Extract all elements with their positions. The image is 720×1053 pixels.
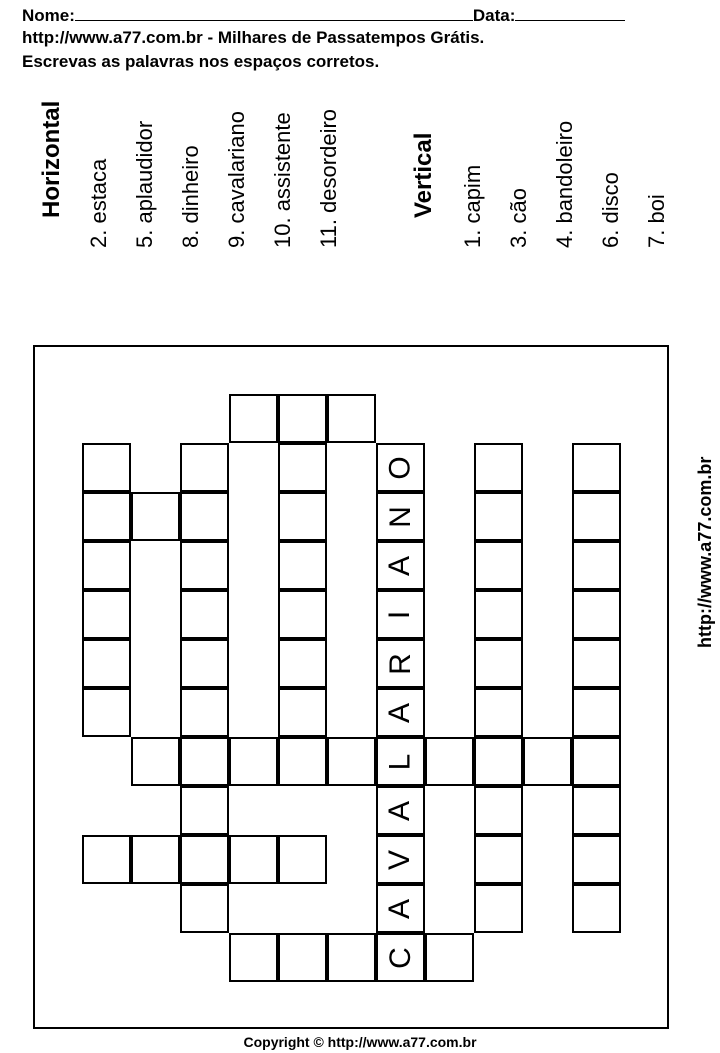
horizontal-clue: 8. dinheiro: [178, 145, 203, 248]
crossword-cell[interactable]: [474, 590, 523, 639]
crossword-cell[interactable]: [82, 541, 131, 590]
crossword-cell[interactable]: [376, 443, 425, 492]
crossword-cell[interactable]: [131, 737, 180, 786]
name-date-line: [22, 4, 625, 26]
crossword-cell[interactable]: [376, 933, 425, 982]
horizontal-clue: 10. assistente: [270, 112, 295, 248]
crossword-cell[interactable]: [572, 786, 621, 835]
crossword-cell[interactable]: [180, 590, 229, 639]
crossword-cell[interactable]: [474, 786, 523, 835]
crossword-cell[interactable]: [180, 737, 229, 786]
crossword-cell[interactable]: [376, 541, 425, 590]
date-label: Data:: [472, 6, 516, 25]
crossword-cell[interactable]: [572, 639, 621, 688]
crossword-cell[interactable]: [180, 492, 229, 541]
crossword-cell[interactable]: [180, 639, 229, 688]
crossword-cell[interactable]: [572, 737, 621, 786]
crossword-cell[interactable]: [572, 492, 621, 541]
crossword-cell[interactable]: [572, 835, 621, 884]
crossword-cell[interactable]: [229, 933, 278, 982]
crossword-cell[interactable]: [474, 737, 523, 786]
horizontal-clue: 2. estaca: [86, 158, 111, 248]
crossword-cell[interactable]: [278, 933, 327, 982]
crossword-cell[interactable]: [376, 835, 425, 884]
crossword-cell[interactable]: [425, 737, 474, 786]
crossword-cell[interactable]: [474, 884, 523, 933]
crossword-cell[interactable]: [474, 835, 523, 884]
horizontal-clue: 11. desordeiro: [316, 108, 341, 248]
name-label: Nome:: [22, 6, 75, 25]
side-url: http://www.a77.com.br: [695, 456, 715, 648]
crossword-cell[interactable]: [278, 492, 327, 541]
crossword-cell[interactable]: [376, 688, 425, 737]
crossword-cell[interactable]: [278, 639, 327, 688]
crossword-cell[interactable]: [278, 688, 327, 737]
crossword-cell[interactable]: [131, 492, 180, 541]
crossword-cell[interactable]: [474, 639, 523, 688]
site-line: http://www.a77.com.br - Milhares de Passatempos Grátis.: [22, 28, 485, 47]
crossword-cell[interactable]: [425, 933, 474, 982]
crossword-cell[interactable]: [278, 443, 327, 492]
vertical-clue: 4. bandoleiro: [552, 120, 577, 248]
crossword-cell[interactable]: [572, 590, 621, 639]
horizontal-clue: 5. aplaudidor: [132, 120, 157, 248]
crossword-cell[interactable]: [82, 688, 131, 737]
crossword-cell[interactable]: [523, 737, 572, 786]
cell-letter: N: [383, 505, 417, 528]
crossword-cell[interactable]: [572, 688, 621, 737]
name-blank[interactable]: [75, 4, 473, 21]
vertical-clue: 6. disco: [598, 172, 623, 248]
vertical-clue: 1. capim: [460, 164, 485, 248]
horizontal-clue: 9. cavalariano: [224, 111, 249, 248]
crossword-cell[interactable]: [376, 492, 425, 541]
crossword-cell[interactable]: [82, 639, 131, 688]
crossword-cell[interactable]: [131, 835, 180, 884]
crossword-cell[interactable]: [229, 835, 278, 884]
crossword-cell[interactable]: [327, 737, 376, 786]
cell-letter: V: [383, 849, 417, 870]
crossword-cell[interactable]: [180, 786, 229, 835]
cell-letter: A: [383, 702, 417, 723]
crossword-cell[interactable]: [278, 541, 327, 590]
crossword-cell[interactable]: [180, 688, 229, 737]
crossword-cell[interactable]: [376, 786, 425, 835]
cell-letter: L: [383, 753, 417, 770]
crossword-cell[interactable]: [278, 590, 327, 639]
crossword-cell[interactable]: [82, 492, 131, 541]
crossword-cell[interactable]: [180, 835, 229, 884]
crossword-cell[interactable]: [474, 492, 523, 541]
crossword-cell[interactable]: [376, 737, 425, 786]
vertical-clue: 3. cão: [506, 188, 531, 248]
crossword-cell[interactable]: [474, 443, 523, 492]
horizontal-title: Horizontal: [38, 100, 65, 218]
crossword-cell[interactable]: [278, 737, 327, 786]
crossword-cell[interactable]: [572, 541, 621, 590]
date-blank[interactable]: [515, 4, 625, 21]
cell-letter: O: [383, 455, 417, 480]
cell-letter: I: [383, 610, 417, 619]
crossword-cell[interactable]: [229, 394, 278, 443]
instruction-text: Escrevas as palavras nos espaços corretos.: [22, 52, 380, 71]
crossword-cell[interactable]: [572, 443, 621, 492]
crossword-cell[interactable]: [180, 884, 229, 933]
crossword-cell[interactable]: [376, 639, 425, 688]
crossword-cell[interactable]: [327, 933, 376, 982]
crossword-cell[interactable]: [327, 394, 376, 443]
vertical-clue: 7. boi: [644, 194, 669, 248]
crossword-cell[interactable]: [82, 443, 131, 492]
cell-letter: A: [383, 898, 417, 919]
crossword-cell[interactable]: [82, 835, 131, 884]
vertical-title: Vertical: [410, 132, 437, 218]
crossword-cell[interactable]: [180, 443, 229, 492]
cell-letter: A: [383, 800, 417, 821]
crossword-cell[interactable]: [474, 541, 523, 590]
crossword-cell[interactable]: [82, 590, 131, 639]
crossword-cell[interactable]: [376, 590, 425, 639]
cell-letter: R: [383, 652, 417, 675]
crossword-cell[interactable]: [376, 884, 425, 933]
copyright: Copyright © http://www.a77.com.br: [243, 1034, 477, 1050]
crossword-cell[interactable]: [278, 835, 327, 884]
crossword-cell[interactable]: [229, 737, 278, 786]
crossword-cell[interactable]: [572, 884, 621, 933]
crossword-cell[interactable]: [180, 541, 229, 590]
cell-letter: A: [383, 555, 417, 576]
crossword-cell[interactable]: [278, 394, 327, 443]
crossword-cell[interactable]: [474, 688, 523, 737]
cell-letter: C: [383, 946, 417, 969]
